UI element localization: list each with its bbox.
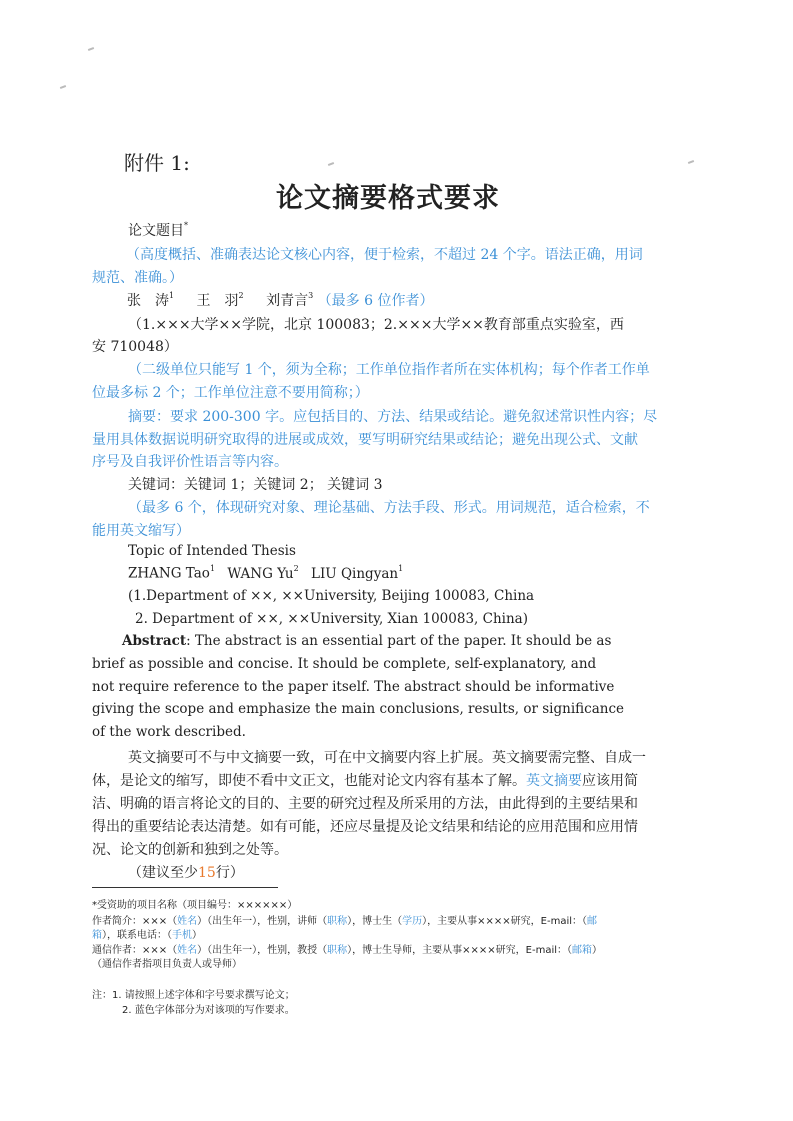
- author-3: 刘青言: [266, 293, 309, 309]
- fn-author-name: 姓名: [177, 916, 198, 927]
- page-title: 论文摘要格式要求: [276, 183, 500, 214]
- fn-author-degree: 学历: [402, 916, 423, 927]
- en-abstract-text: : The abstract is an essential part of the paper. It should be as: [186, 633, 612, 649]
- keywords-note-line2: 能用英文缩写）: [92, 523, 190, 539]
- author-2: 王 羽: [196, 293, 239, 309]
- cn-title-mark: *: [184, 221, 188, 231]
- en-author-3: LIU Qingyan: [311, 565, 399, 582]
- suggest-post: 行）: [215, 865, 244, 881]
- en-note-line5: 况、论文的创新和独到之处等。: [92, 842, 288, 858]
- author-1-affil: 1: [169, 291, 175, 301]
- fn-corr-title: 职称: [327, 945, 348, 956]
- footnote-corresponding-line1: [92, 941, 602, 956]
- en-note-line3: 洁、明确的语言将论文的目的、主要的研究过程及所采用的方法，由此得到的主要结果和: [92, 796, 638, 812]
- fn-text: ），联系电话：（: [102, 930, 172, 941]
- attachment-label: 附件 1:: [124, 151, 190, 175]
- en-abstract-line5: of the work described.: [92, 724, 246, 740]
- en-note-highlight: 英文摘要: [526, 773, 582, 789]
- cn-title-label: [128, 220, 188, 240]
- footnote-corresponding-note: （通信作者指项目负责人或导师）: [92, 959, 242, 970]
- fn-text: ）（出生年一），性别，教授（: [197, 945, 328, 956]
- fn-text: 作者简介：×××（: [92, 916, 178, 927]
- keywords-note-line1: （最多 6 个，体现研究对象、理论基础、方法手段、形式。用词规范，适合检索，不: [128, 500, 650, 516]
- fn-text: ）: [192, 930, 202, 941]
- footnote-author-line2: [92, 926, 202, 941]
- en-note-text-cont: 应该用简: [582, 773, 638, 789]
- en-abstract-label: Abstract: [122, 633, 187, 649]
- en-author-list: [128, 565, 403, 582]
- en-note-line4: 得出的重要结论表达清楚。如有可能，还应尽量提及论文结果和结论的应用范围和应用情: [92, 819, 638, 835]
- en-abstract-line4: giving the scope and emphasize the main conclusions, results, or significance: [92, 701, 624, 717]
- fn-author-mail-cont: 箱: [92, 930, 102, 941]
- cn-affiliation-line1: （1.×××大学××学院，北京 100083；2.×××大学××教育部重点实验室，西: [128, 317, 624, 333]
- fn-text: ）: [592, 945, 603, 956]
- authors-note: （最多 6 位作者）: [317, 293, 434, 309]
- suggest-number: 15: [198, 865, 216, 881]
- affiliation-note-line2: 位最多标 2 个；工作单位注意不要用简称；）: [92, 385, 369, 401]
- fn-author-title: 职称: [327, 916, 348, 927]
- cn-abstract-line3: 序号及自我评价性语言等内容。: [92, 454, 288, 470]
- scan-speck: [88, 47, 94, 51]
- en-affiliation-line2: 2. Department of ××, ××University, Xian 100083, China): [135, 611, 528, 627]
- suggest-pre: （建议至少: [128, 865, 198, 881]
- cn-keywords: 关键词：关键词 1；关键词 2； 关键词 3: [128, 477, 383, 493]
- fn-author-mail: 邮: [587, 916, 598, 927]
- cn-affiliation-line2: 安 710048）: [92, 339, 178, 355]
- suggest-lines: [128, 862, 244, 882]
- footnote-funding: *受资助的项目名称（项目编号：××××××）: [92, 900, 298, 911]
- footnote-author-line1: [92, 912, 597, 927]
- en-author-3-affil: 1: [398, 564, 404, 573]
- cn-abstract-line2: 量用具体数据说明研究取得的进展或成效，要写明研究结果或结论；避免出现公式、文献: [92, 432, 638, 448]
- author-3-affil: 3: [308, 291, 314, 301]
- author-1: 张 涛: [127, 293, 169, 309]
- cn-abstract-line1: 摘要：要求 200-300 字。应包括目的、方法、结果或结论。避免叙述常识性内容；尽: [128, 409, 658, 425]
- en-author-1: ZHANG Tao: [128, 565, 210, 582]
- en-affiliation-line1: (1.Department of ××, ××University, Beijing 100083, China: [128, 588, 535, 604]
- fn-text: ），博士生导师，主要从事××××研究，E-mail：（: [347, 945, 573, 956]
- en-author-2-affil: 2: [293, 564, 299, 573]
- fn-corr-mail: 邮箱: [572, 945, 593, 956]
- note-line2: 2. 蓝色字体部分为对该项的写作要求。: [122, 1005, 295, 1016]
- en-note-line2: [92, 770, 638, 790]
- note-line1: 注：1. 请按照上述字体和字号要求撰写论文；: [92, 990, 295, 1001]
- scan-speck: [328, 162, 334, 166]
- cn-title-note-line1: （高度概括、准确表达论文核心内容，便于检索，不超过 24 个字。语法正确，用词: [126, 247, 643, 263]
- scan-speck: [60, 85, 66, 89]
- fn-text: ），博士生（: [347, 916, 403, 927]
- en-title: Topic of Intended Thesis: [128, 543, 296, 559]
- affiliation-note-line1: （二级单位只能写 1 个，须为全称；工作单位指作者所在实体机构；每个作者工作单: [128, 362, 650, 378]
- fn-text: ）（出生年一），性别，讲师（: [197, 916, 328, 927]
- en-note-line1: 英文摘要可不与中文摘要一致，可在中文摘要内容上扩展。英文摘要需完整、自成一: [128, 750, 646, 766]
- fn-corr-name: 姓名: [177, 945, 198, 956]
- scan-speck: [688, 160, 694, 164]
- footnote-divider: [92, 887, 278, 888]
- fn-text: 通信作者：×××（: [92, 945, 178, 956]
- en-author-1-affil: 1: [209, 564, 216, 573]
- en-author-2: WANG Yu: [227, 565, 294, 582]
- fn-author-phone: 手机: [172, 930, 192, 941]
- fn-text: ），主要从事××××研究，E-mail：（: [422, 916, 588, 927]
- en-abstract-line2: brief as possible and concise. It should be complete, self-explanatory, and: [92, 656, 597, 672]
- en-note-text: 体，是论文的缩写，即使不看中文正文，也能对论文内容有基本了解。: [92, 773, 526, 789]
- cn-title-text: 论文题目: [128, 223, 184, 239]
- cn-title-note-line2: 规范、准确。）: [92, 270, 183, 286]
- author-2-affil: 2: [238, 291, 244, 301]
- en-abstract-line1: [122, 633, 611, 649]
- en-abstract-line3: not require reference to the paper itself. The abstract should be informative: [92, 679, 615, 695]
- cn-author-list: [127, 290, 433, 310]
